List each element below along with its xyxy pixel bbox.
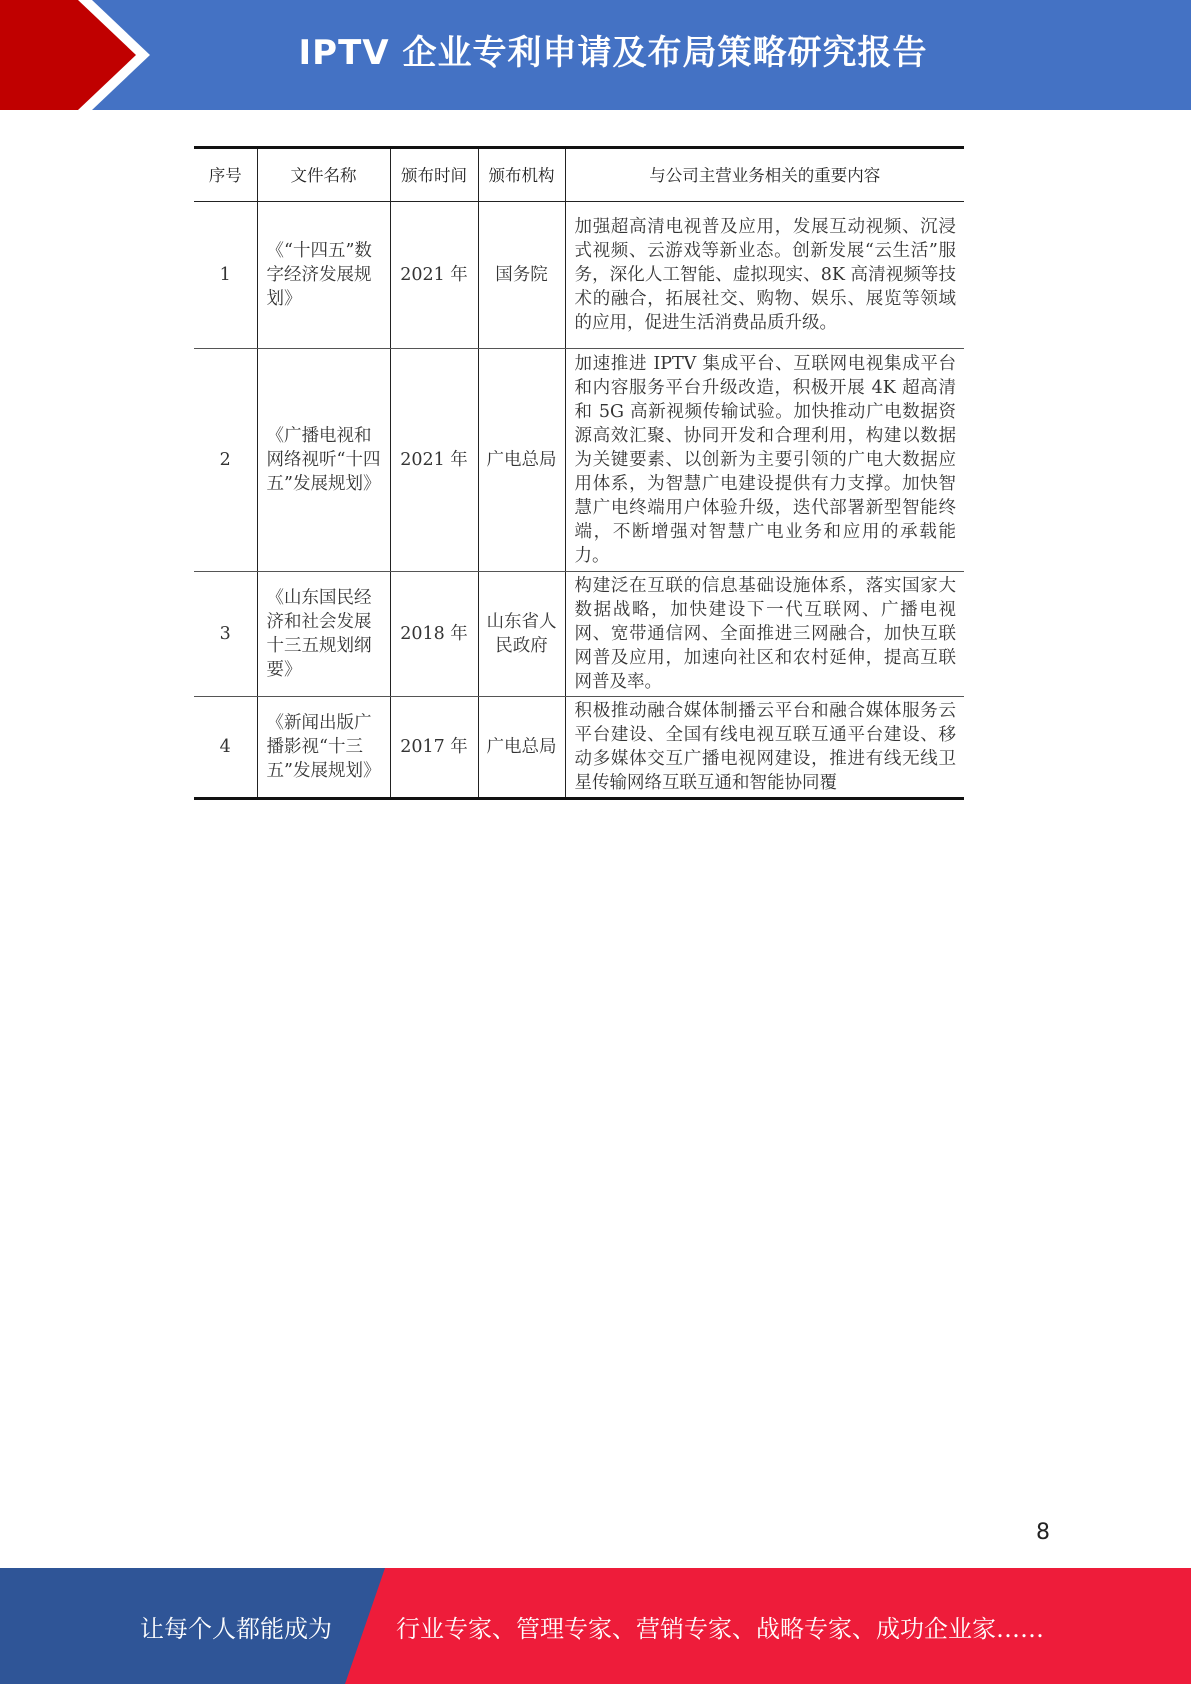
table-row	[194, 572, 964, 697]
row-no: 4	[194, 697, 257, 799]
row-no: 3	[194, 572, 257, 697]
footer-slogan-left: 让每个人都能成为	[140, 1615, 332, 1643]
header-time: 颁布时间	[390, 148, 478, 202]
row-content: 构建泛在互联的信息基础设施体系，落实国家大数据战略，加快建设下一代互联网、广播电视网、宽带通信网、全面推进三网融合，加快互联网普及应用，加速向社区和农村延伸，提高互联网普及率。	[565, 572, 964, 697]
row-org: 广电总局	[478, 349, 565, 572]
row-content: 加强超高清电视普及应用，发展互动视频、沉浸式视频、云游戏等新业态。创新发展“云生活”服务，深化人工智能、虚拟现实、8K 高清视频等技术的融合，拓展社交、购物、娱乐、展览等领域的应用，促进生活消费品质升级。	[565, 202, 964, 349]
report-title: IPTV 企业专利申请及布局策略研究报告	[298, 33, 928, 73]
row-name: 《“十四五”数字经济发展规划》	[257, 202, 390, 349]
row-org: 国务院	[478, 202, 565, 349]
row-org: 广电总局	[478, 697, 565, 799]
header-org: 颁布机构	[478, 148, 565, 202]
row-name: 《广播电视和网络视听“十四五”发展规划》	[257, 349, 390, 572]
table-row	[194, 697, 964, 799]
row-name: 《新闻出版广播影视“十三五”发展规划》	[257, 697, 390, 799]
page-number: 8	[1036, 1520, 1050, 1545]
row-time: 2017 年	[390, 697, 478, 799]
table-row	[194, 202, 964, 349]
header-no: 序号	[194, 148, 257, 202]
header-name: 文件名称	[257, 148, 390, 202]
row-time: 2021 年	[390, 349, 478, 572]
row-time: 2018 年	[390, 572, 478, 697]
header-content: 与公司主营业务相关的重要内容	[565, 148, 964, 202]
table-row	[194, 349, 964, 572]
row-no: 1	[194, 202, 257, 349]
row-content: 加速推进 IPTV 集成平台、互联网电视集成平台和内容服务平台升级改造，积极开展 4K 超高清和 5G 高新视频传输试验。加快推动广电数据资源高效汇聚、协同开发和合理利用，构建以数据为关键要素、以创新为主要引领的广电大数据应用体系，为智慧广电建设提供有力支撑。加快智慧广电终端用户体验升级，迭代部署新型智能终端，不断增强对智慧广电业务和应用的承载能力。	[565, 349, 964, 572]
row-org: 山东省人民政府	[478, 572, 565, 697]
policy-table	[194, 146, 964, 800]
row-name: 《山东国民经济和社会发展十三五规划纲要》	[257, 572, 390, 697]
footer-slogan-right: 行业专家、管理专家、营销专家、战略专家、成功企业家……	[396, 1615, 1044, 1643]
table-header-row	[194, 148, 964, 202]
page-header	[0, 0, 1191, 110]
page-footer	[0, 1568, 1191, 1684]
row-content: 积极推动融合媒体制播云平台和融合媒体服务云平台建设、全国有线电视互联互通平台建设、移动多媒体交互广播电视网建设，推进有线无线卫星传输网络互联互通和智能协同覆	[565, 697, 964, 799]
row-no: 2	[194, 349, 257, 572]
row-time: 2021 年	[390, 202, 478, 349]
